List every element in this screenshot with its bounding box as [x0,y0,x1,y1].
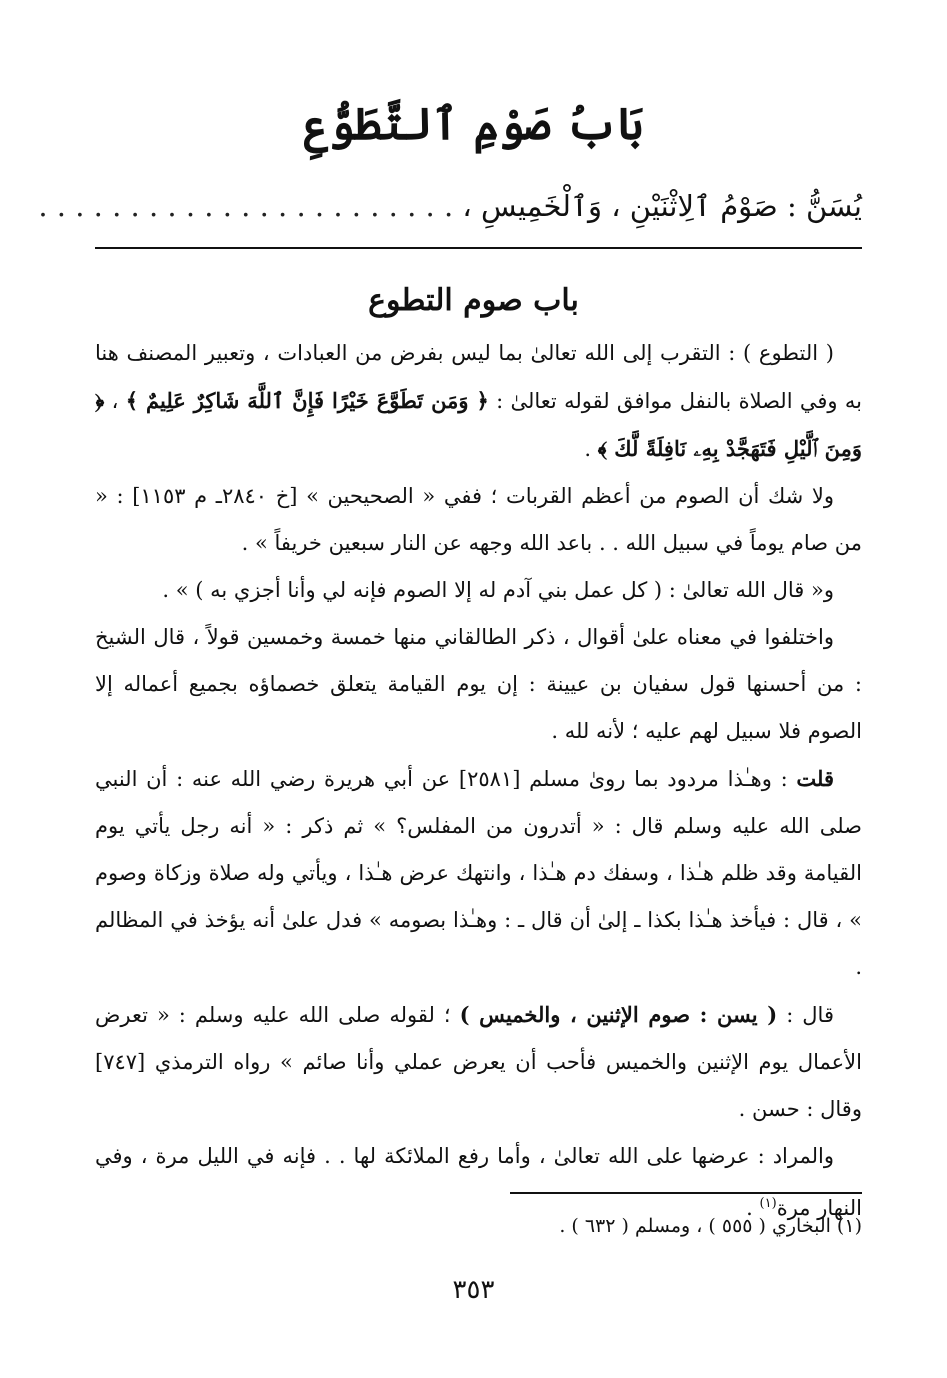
paragraph-4: واختلفوا في معناه علىٰ أقوال ، ذكر الطالقاني منها خمسة وخمسين قولاً ، قال الشيخ : من أحسنها قول سفيان بن عيينة : إن يوم القيامة يتعلق خصماؤه بجميع أعماله إلا الصوم فلا سبيل لهم عليه ؛ لأنه لله . [95,625,862,743]
sharh-title: باب صوم التطوع [368,283,579,318]
matn-dots: . . . . . . . . . . . . . . . . . . . . . . . [38,189,454,223]
chapter-title: بَابُ صَوْمِ ٱلتَّطَوُّعِ [303,99,644,150]
paragraph-1-end: . [584,437,591,461]
paragraph-6-text: ؛ لقوله صلى الله عليه وسلم : « تعرض الأعمال يوم الإثنين والخميس فأحب أن يعرض عملي وأنا صائم » رواه الترمذي [٧٤٧] وقال : حسن . [95,1003,862,1121]
paragraph-1 [95,330,862,473]
paragraph-1-text: ( التطوع ) : التقرب إلى الله تعالىٰ بما ليس بفرض من العبادات ، وتعبير المصنف هنا به وفي الصلاة بالنفل موافق لقوله تعالىٰ : [95,341,862,413]
matn-line [38,182,862,230]
footnote-ref: (١) [759,1196,777,1211]
paragraph-6-lead: قال : [786,1003,834,1027]
paragraph-5-text: : وهـٰذا مردود بما روىٰ مسلم [٢٥٨١] عن أبي هريرة رضي الله عنه : أن النبي صلى الله عليه وسلم قال : « أتدرون من المفلس؟ » ثم ذكر : « أنه رجل يأتي يوم القيامة وقد ظلم هـٰذا ، وسفك دم هـٰذا ، وانتهك عرض هـٰذا ، ويأتي وله صلاة وزكاة وصوم » ، قال : فيأخذ هـٰذا بكذا ـ إلىٰ أن قال ـ : وهـٰذا بصومه » فدل علىٰ أنه يؤخذ في المظالم . [95,767,862,979]
paragraph-6 [95,991,862,1133]
footnote: (١) البخاري ( ٥٥٥ ) ، ومسلم ( ٦٣٢ ) . [559,1215,862,1237]
footnote-divider [510,1192,862,1194]
header-divider [95,247,862,249]
quran-verse-1: ﴿ وَمَن تَطَوَّعَ خَيْرًا فَإِنَّ ٱللَّهَ شَاكِرٌ عَلِيمٌ ﴾ [125,388,489,413]
paragraph-2: ولا شك أن الصوم من أعظم القربات ؛ ففي « الصحيحين » [خ ٢٨٤٠ـ م ١١٥٣] : « من صام يوماً في سبيل الله . . باعد الله وجهه عن النار سبعين خريفاً » . [95,484,862,555]
paragraph-3: و« قال الله تعالىٰ : ( كل عمل بني آدم له إلا الصوم فإنه لي وأنا أجزي به ) » . [162,578,834,602]
verse-separator: ، [111,389,119,413]
quran-verse-2: ﴿ وَمِنَ ٱلَّيْلِ فَتَهَجَّدْ بِهِۦ نَافِلَةً لَّكَ ﴾ [95,388,862,461]
page-number: ٣٥٣ [452,1275,495,1305]
paragraph-5 [95,755,862,991]
matn-quote: ( يسن : صوم الإثنين ، والخميس ) [459,1002,778,1027]
paragraph-7-text: والمراد : عرضها على الله تعالىٰ ، وأما رفع الملائكة لها . . فإنه في الليل مرة ، وفي النهار مرة [95,1144,862,1220]
qultu-label: قلت [796,766,834,791]
paragraph-7-end: . [746,1196,753,1220]
matn-text: يُسَنُّ : صَوْمُ ٱلِاثْنَيْنِ ، وَٱلْخَمِيسِ ، [462,189,862,223]
commentary-body [95,330,862,1232]
